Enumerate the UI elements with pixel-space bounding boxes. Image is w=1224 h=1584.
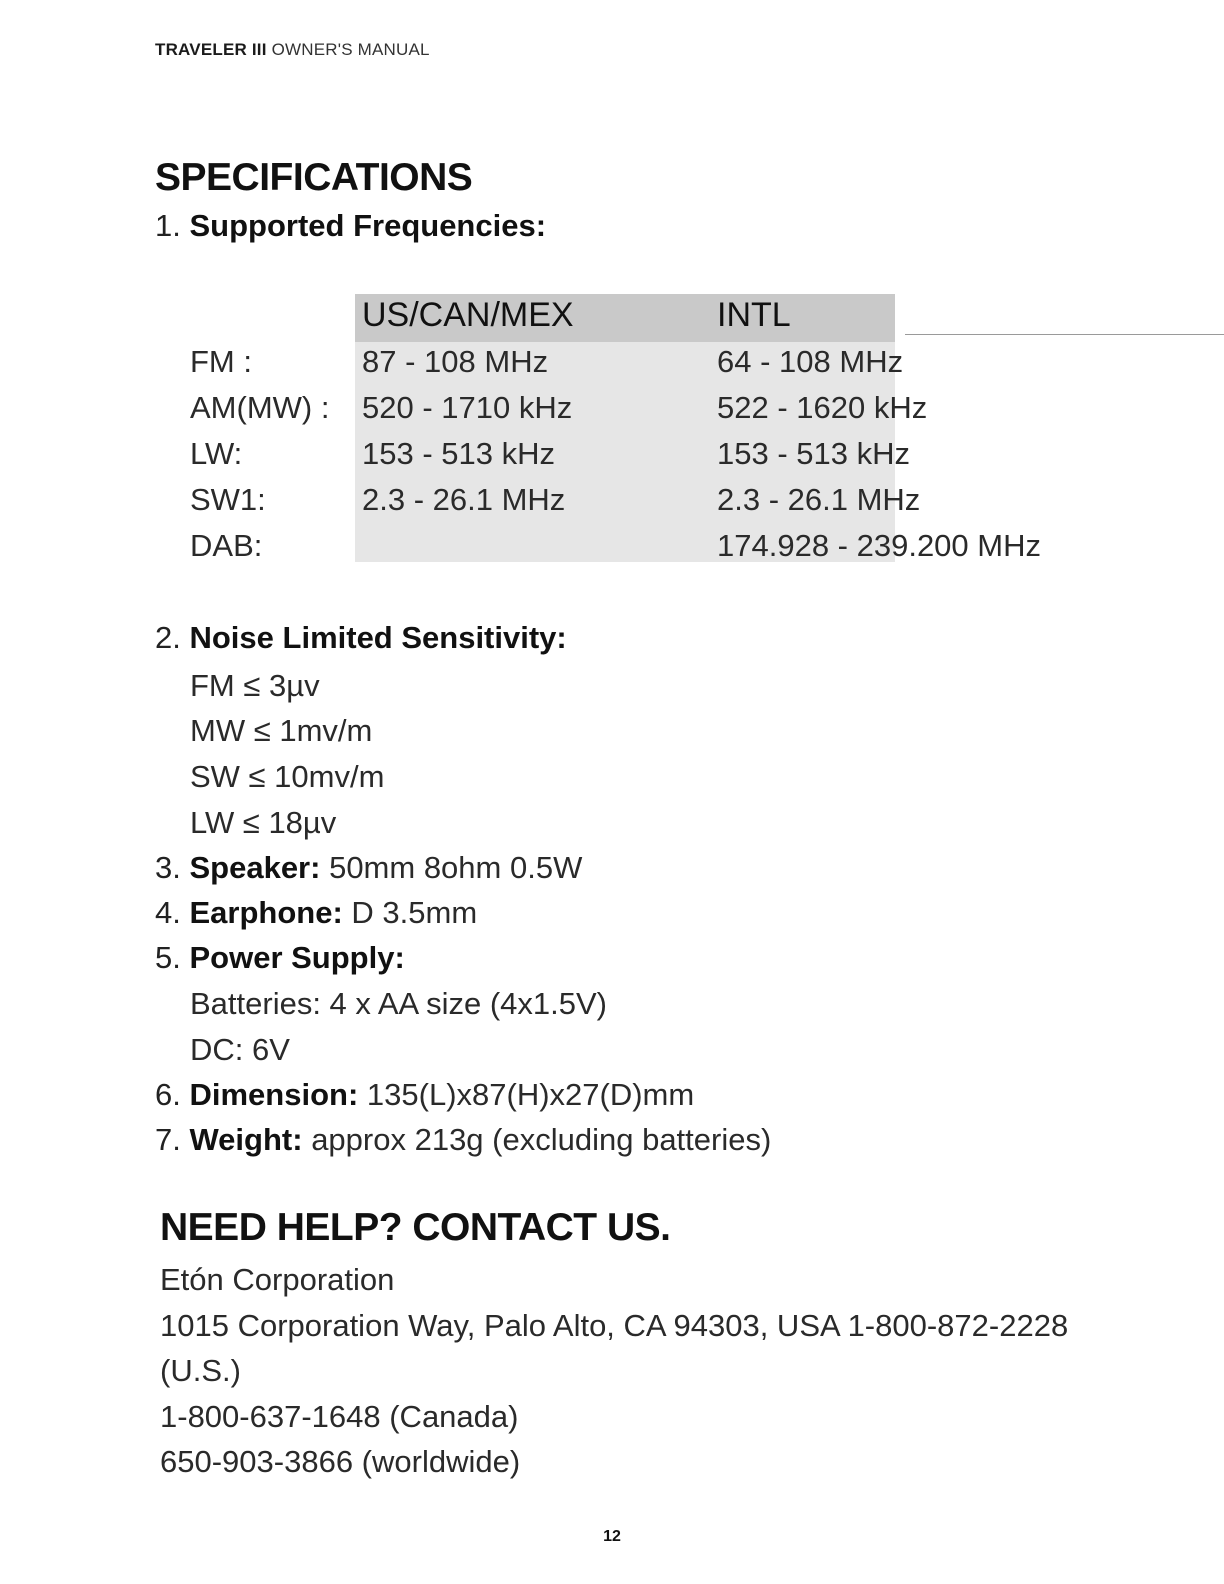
spec-item-3 — [155, 850, 582, 886]
sensitivity-mw: MW ≤ 1mv/m — [190, 713, 373, 748]
specifications-heading: SPECIFICATIONS — [155, 156, 473, 199]
spec-item-number: 1. — [155, 208, 181, 243]
us-range: 2.3 - 26.1 MHz — [362, 482, 566, 517]
band-label: DAB: — [190, 528, 263, 563]
address-country: (U.S.) — [160, 1353, 241, 1388]
sensitivity-lw: LW ≤ 18µv — [190, 805, 337, 840]
company-name: Etón Corporation — [160, 1262, 395, 1297]
spec-item-2 — [155, 620, 567, 656]
intl-range: 153 - 513 kHz — [717, 436, 910, 471]
spec-item-number: 7. — [155, 1122, 181, 1157]
page-number: 12 — [603, 1528, 621, 1545]
us-range: 87 - 108 MHz — [362, 344, 549, 379]
running-header — [155, 40, 430, 60]
band-label: SW1: — [190, 482, 266, 517]
spec-item-value: 50mm 8ohm 0.5W — [329, 850, 583, 885]
spec-item-value: approx 213g (excluding batteries) — [311, 1122, 772, 1157]
frequency-table — [190, 290, 1125, 570]
spec-item-number: 6. — [155, 1077, 181, 1112]
power-dc: DC: 6V — [190, 1032, 290, 1067]
spec-item-number: 4. — [155, 895, 181, 930]
column-header-us: US/CAN/MEX — [362, 296, 574, 334]
spec-item-6 — [155, 1077, 694, 1113]
intl-range: 2.3 - 26.1 MHz — [717, 482, 921, 517]
spec-item-1 — [155, 208, 546, 244]
spec-item-number: 5. — [155, 940, 181, 975]
phone-worldwide: 650-903-3866 (worldwide) — [160, 1444, 521, 1479]
spec-item-label: Earphone: — [189, 895, 343, 930]
phone-canada: 1-800-637-1648 (Canada) — [160, 1399, 519, 1434]
spec-item-label: Speaker: — [189, 850, 321, 885]
spec-item-label: Power Supply: — [189, 940, 405, 975]
contact-heading: NEED HELP? CONTACT US. — [160, 1206, 671, 1249]
band-label: FM : — [190, 344, 252, 379]
spec-item-label: Noise Limited Sensitivity: — [189, 620, 567, 655]
band-label: LW: — [190, 436, 243, 471]
spec-item-4 — [155, 895, 477, 931]
us-range: 520 - 1710 kHz — [362, 390, 573, 425]
spec-item-number: 3. — [155, 850, 181, 885]
spec-item-label: Dimension: — [189, 1077, 359, 1112]
spec-item-value: 135(L)x87(H)x27(D)mm — [366, 1077, 695, 1112]
spec-item-value: D 3.5mm — [351, 895, 478, 930]
address-line: 1015 Corporation Way, Palo Alto, CA 94303, USA 1-800-872-2228 — [160, 1308, 1069, 1343]
sensitivity-sw: SW ≤ 10mv/m — [190, 759, 385, 794]
us-range: 153 - 513 kHz — [362, 436, 555, 471]
column-header-intl: INTL — [717, 296, 791, 334]
spec-item-5 — [155, 940, 405, 976]
spec-item-label: Supported Frequencies: — [189, 208, 547, 243]
band-label: AM(MW) : — [190, 390, 330, 425]
intl-range: 522 - 1620 kHz — [717, 390, 928, 425]
spec-item-7 — [155, 1122, 771, 1158]
spec-item-number: 2. — [155, 620, 181, 655]
sensitivity-fm: FM ≤ 3µv — [190, 668, 320, 703]
intl-range: 64 - 108 MHz — [717, 344, 904, 379]
product-name: TRAVELER III — [155, 40, 267, 59]
intl-range: 174.928 - 239.200 MHz — [717, 528, 1041, 563]
power-batteries: Batteries: 4 x AA size (4x1.5V) — [190, 986, 607, 1021]
spec-item-label: Weight: — [189, 1122, 303, 1157]
manual-subtitle: OWNER'S MANUAL — [271, 40, 430, 59]
intl-header-underline — [905, 334, 1224, 335]
